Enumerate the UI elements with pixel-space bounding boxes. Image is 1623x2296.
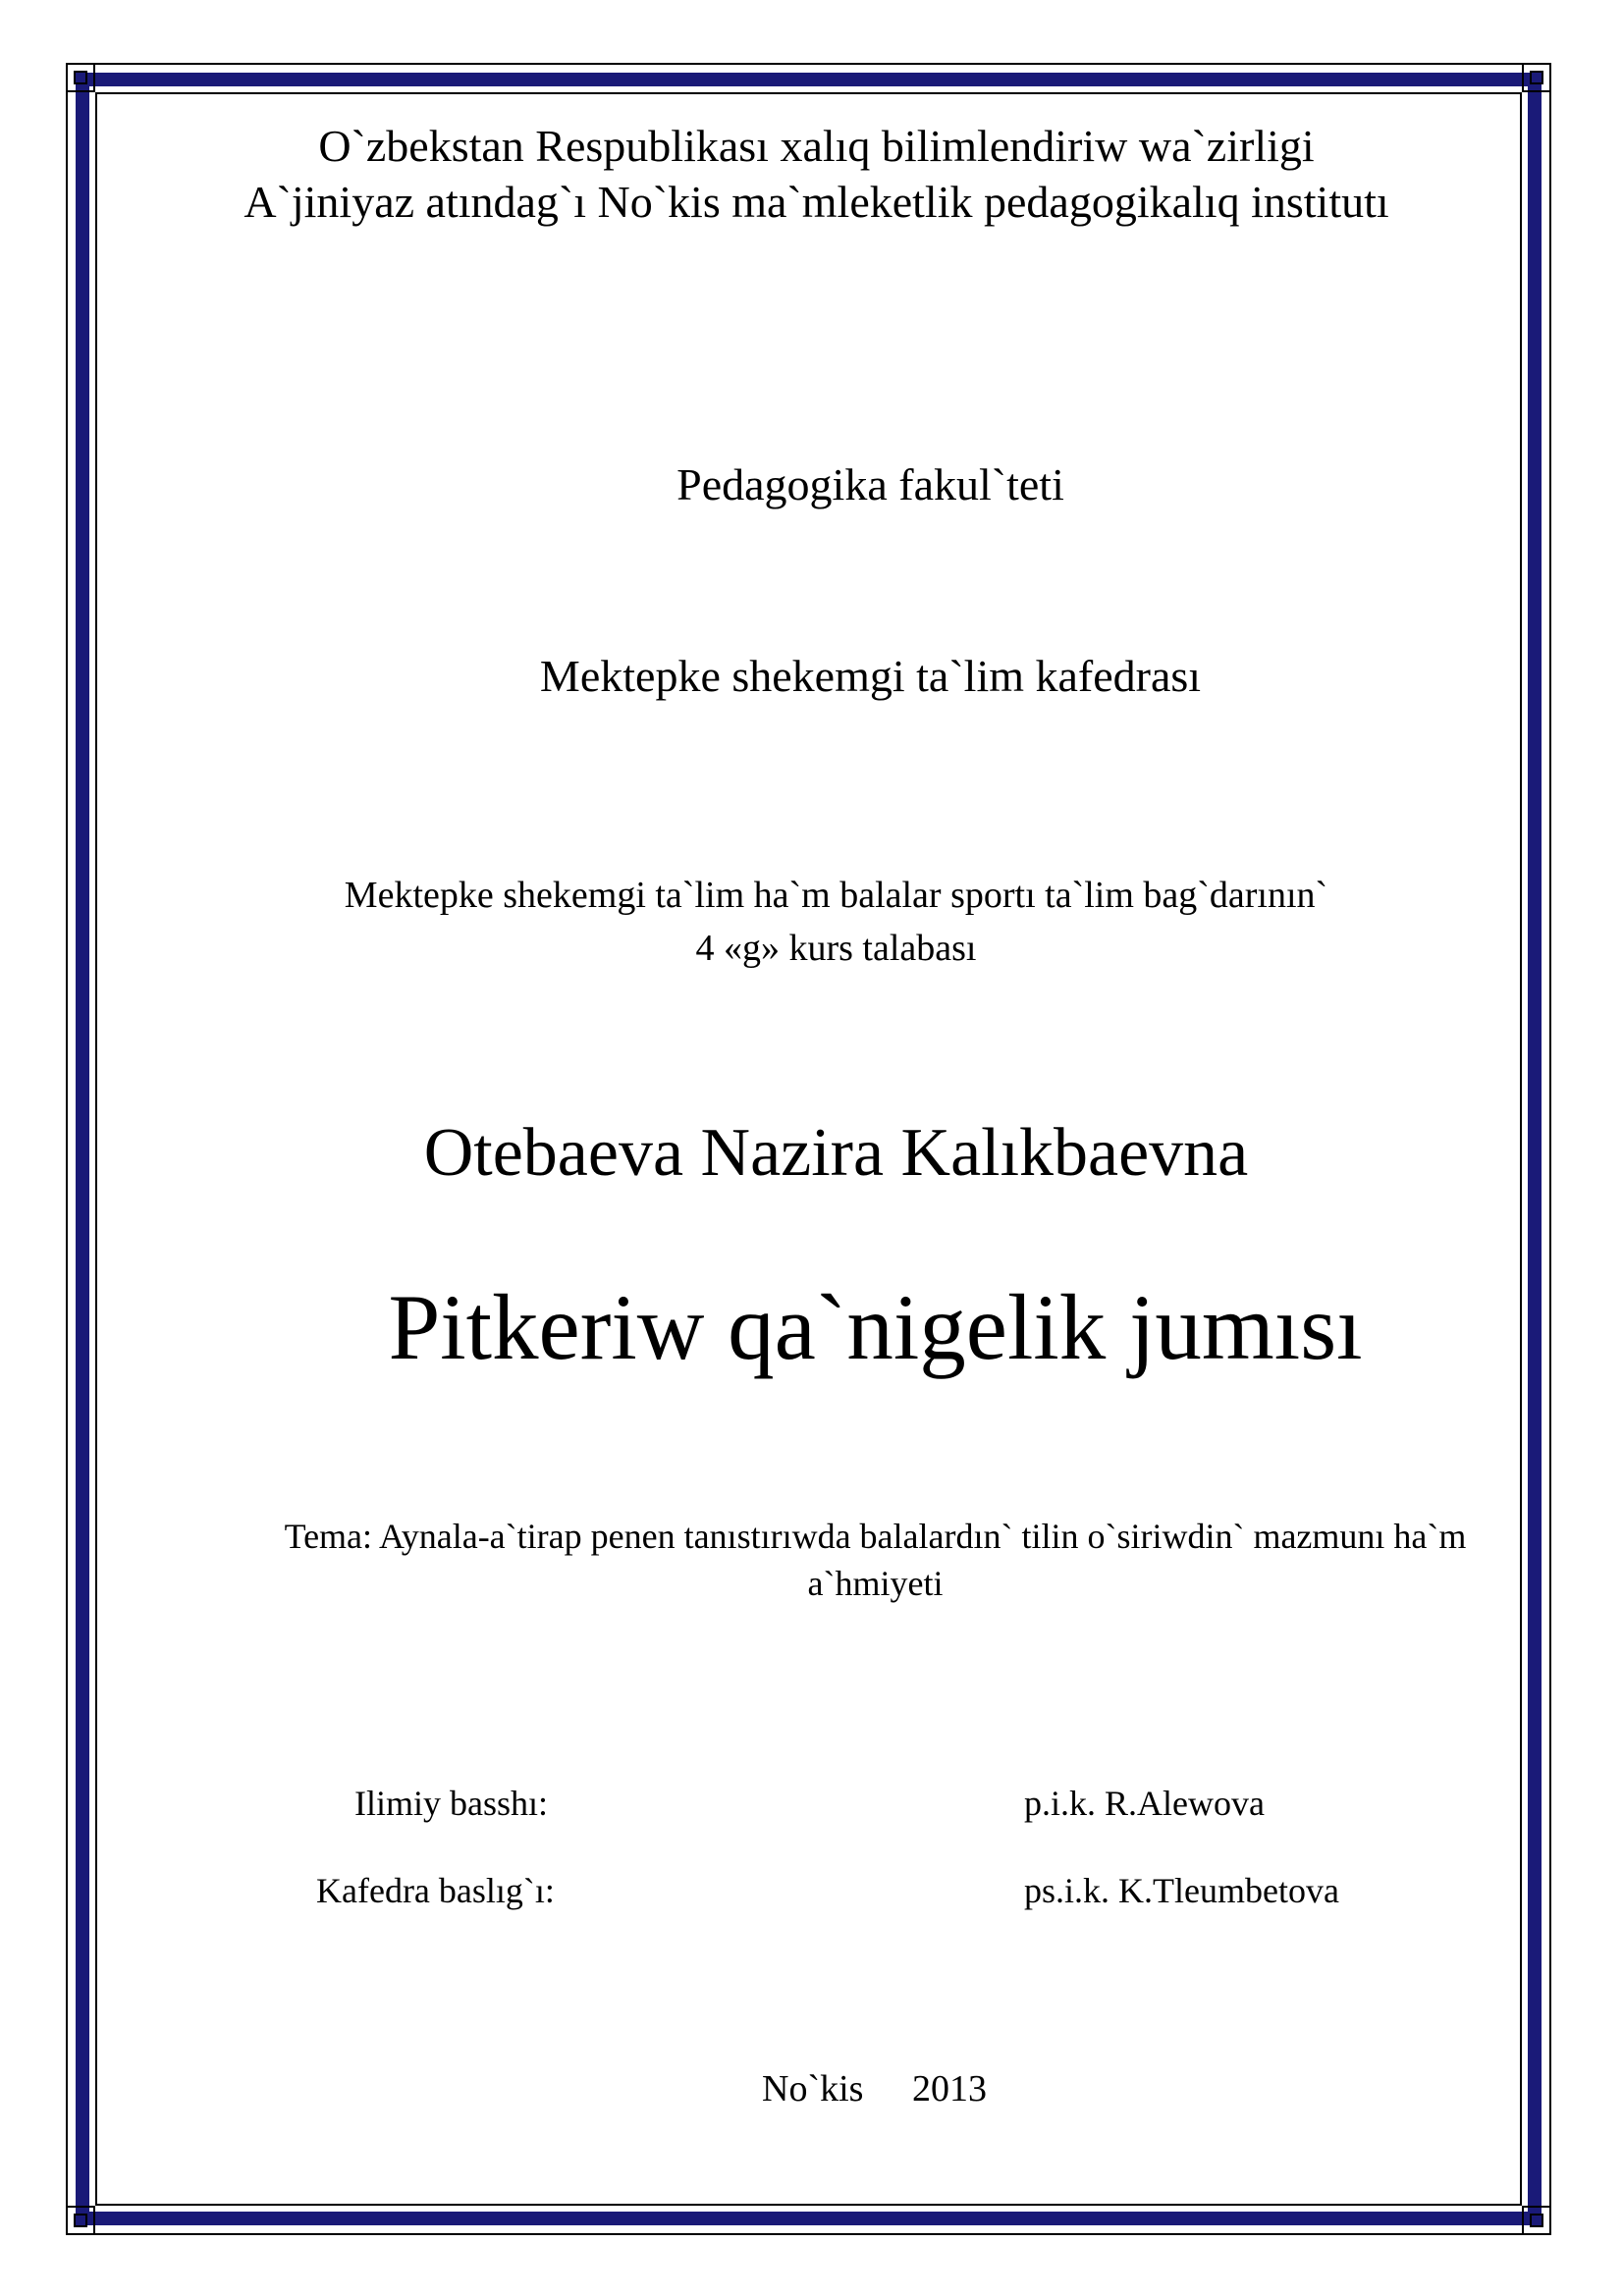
institute-heading: A`jiniyaz atındag`ı No`kis ma`mleketlik pedagogikalıq institutı	[243, 177, 1389, 227]
department-head-label: Kafedra baslıg`ı:	[316, 1871, 555, 1910]
topic-line-1: Tema: Aynala-a`tirap penen tanıstırıwda balalardın` tilin o`siriwdin` mazmunı ha`m	[284, 1517, 1467, 1556]
corner-ornament-bottom-left	[66, 2206, 95, 2235]
footer-place-date	[762, 2067, 987, 2110]
ministry-heading: O`zbekstan Respublikası xalıq bilimlendiriw wa`zirligi	[318, 121, 1315, 171]
corner-ornament-top-left	[66, 63, 95, 92]
supervisor-name: p.i.k. R.Alewova	[1024, 1784, 1265, 1823]
faculty-name: Pedagogika fakul`teti	[676, 459, 1064, 509]
course-group: 4 «g» kurs talabası	[695, 928, 977, 969]
student-name: Otebaeva Nazira Kalıkbaevna	[423, 1115, 1249, 1191]
footer-city: No`kis	[762, 2068, 864, 2109]
supervisor-label: Ilimiy basshı:	[354, 1784, 548, 1823]
study-program: Mektepke shekemgi ta`lim ha`m balalar sportı ta`lim bag`darının`	[344, 875, 1328, 916]
work-title: Pitkeriw qa`nigelik jumısı	[388, 1275, 1363, 1379]
topic-line-2: a`hmiyeti	[807, 1564, 944, 1603]
department-head-name: ps.i.k. K.Tleumbetova	[1024, 1871, 1339, 1910]
department-name: Mektepke shekemgi ta`lim kafedrası	[539, 651, 1202, 701]
corner-ornament-top-right	[1522, 63, 1551, 92]
footer-year: 2013	[911, 2068, 987, 2109]
corner-ornament-bottom-right	[1522, 2206, 1551, 2235]
